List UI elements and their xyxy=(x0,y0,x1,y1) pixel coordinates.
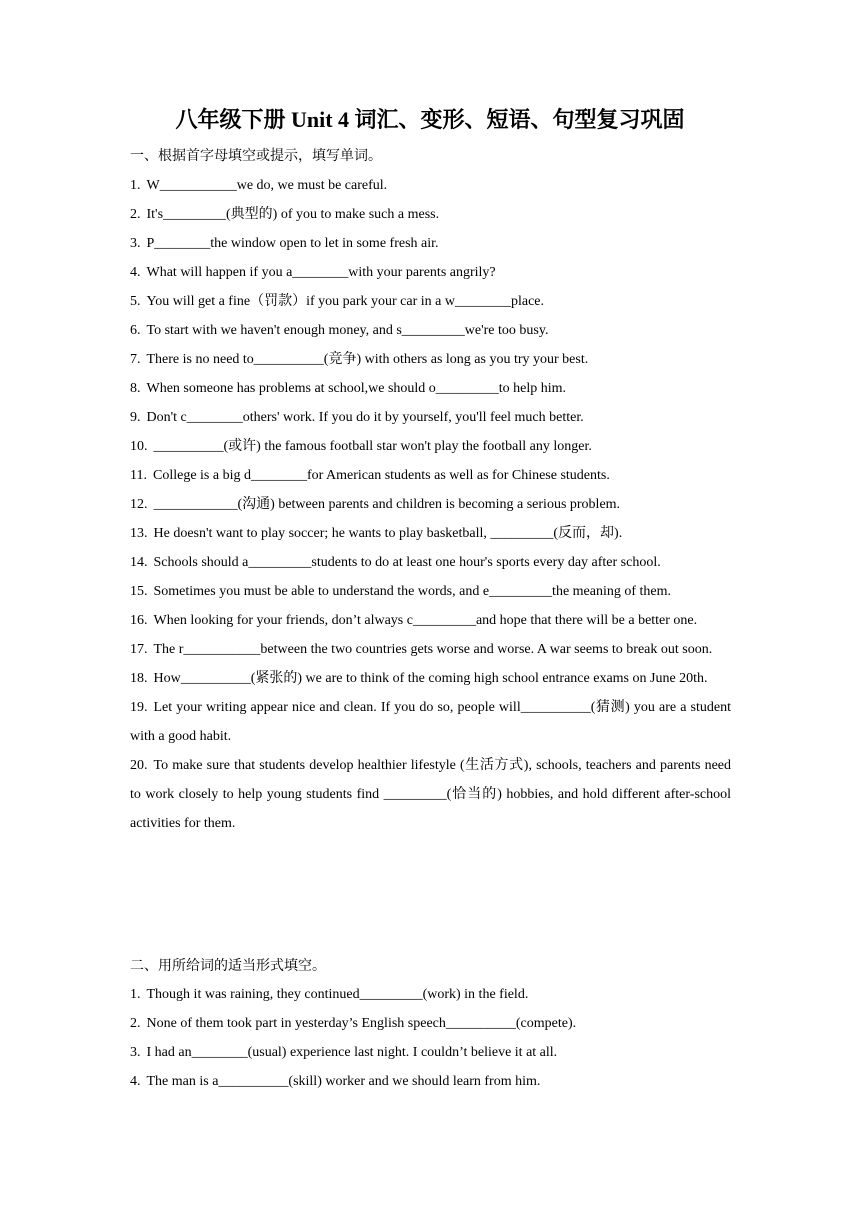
question-number: 19. xyxy=(130,700,148,715)
question-item xyxy=(130,171,731,200)
question-item xyxy=(130,751,731,838)
question-number: 15. xyxy=(130,584,148,599)
question-number: 6. xyxy=(130,323,141,338)
question-text: He doesn't want to play soccer; he wants to play basketball, _________(反而，却). xyxy=(153,526,623,541)
question-item xyxy=(130,519,731,548)
question-item xyxy=(130,374,731,403)
question-number: 7. xyxy=(130,352,141,367)
question-text: __________(或许) the famous football star won't play the football any longer. xyxy=(153,439,592,454)
question-item xyxy=(130,577,731,606)
question-item xyxy=(130,200,731,229)
question-number: 20. xyxy=(130,758,148,773)
question-text: I had an________(usual) experience last night. I couldn’t believe it at all. xyxy=(146,1045,558,1060)
question-item xyxy=(130,664,731,693)
question-item xyxy=(130,548,731,577)
question-number: 3. xyxy=(130,236,141,251)
section2-items xyxy=(130,980,731,1096)
question-number: 2. xyxy=(130,207,141,222)
question-text: ____________(沟通) between parents and children is becoming a serious problem. xyxy=(153,497,621,512)
question-number: 9. xyxy=(130,410,141,425)
question-number: 3. xyxy=(130,1045,141,1060)
question-number: 16. xyxy=(130,613,148,628)
question-number: 4. xyxy=(130,265,141,280)
question-number: 4. xyxy=(130,1074,141,1089)
question-item xyxy=(130,980,731,1009)
question-item xyxy=(130,316,731,345)
question-number: 13. xyxy=(130,526,148,541)
question-text: What will happen if you a________with your parents angrily? xyxy=(146,265,496,280)
question-text: To start with we haven't enough money, and s_________we're too busy. xyxy=(146,323,549,338)
question-text: The r___________between the two countries gets worse and worse. A war seems to break out soon. xyxy=(153,642,713,657)
question-number: 2. xyxy=(130,1016,141,1031)
question-number: 1. xyxy=(130,987,141,1002)
section1-heading: 一、根据首字母填空或提示，填写单词。 xyxy=(130,148,382,164)
question-text: Though it was raining, they continued_________(work) in the field. xyxy=(146,987,529,1002)
question-text: How__________(紧张的) we are to think of the coming high school entrance exams on June 20th. xyxy=(153,671,708,686)
question-text: The man is a__________(skill) worker and we should learn from him. xyxy=(146,1074,541,1089)
question-item xyxy=(130,403,731,432)
question-text: P________the window open to let in some fresh air. xyxy=(146,236,439,251)
question-number: 12. xyxy=(130,497,148,512)
question-number: 17. xyxy=(130,642,148,657)
question-number: 8. xyxy=(130,381,141,396)
question-text: College is a big d________for American students as well as for Chinese students. xyxy=(152,468,610,483)
question-item xyxy=(130,461,731,490)
question-text: Let your writing appear nice and clean. If you do so, people will__________(猜测) you are a student with a good habit. xyxy=(130,700,731,744)
question-text: There is no need to__________(竞争) with others as long as you try your best. xyxy=(146,352,589,367)
question-item xyxy=(130,345,731,374)
question-number: 1. xyxy=(130,178,141,193)
question-item xyxy=(130,229,731,258)
question-text: You will get a fine（罚款）if you park your car in a w________place. xyxy=(146,294,544,309)
question-item xyxy=(130,1038,731,1067)
question-item xyxy=(130,490,731,519)
question-number: 10. xyxy=(130,439,148,454)
question-number: 11. xyxy=(130,468,147,483)
question-item xyxy=(130,1009,731,1038)
section1-items xyxy=(130,171,731,838)
page-title: 八年级下册 Unit 4 词汇、变形、短语、句型复习巩固 xyxy=(175,107,685,132)
question-text: When looking for your friends, don’t always c_________and hope that there will be a better one. xyxy=(153,613,698,628)
question-item xyxy=(130,287,731,316)
question-item xyxy=(130,258,731,287)
question-item xyxy=(130,693,731,751)
question-number: 14. xyxy=(130,555,148,570)
question-item xyxy=(130,606,731,635)
question-text: Schools should a_________students to do at least one hour's sports every day after school. xyxy=(153,555,661,570)
question-item xyxy=(130,432,731,461)
question-number: 5. xyxy=(130,294,141,309)
question-text: Don't c________others' work. If you do it by yourself, you'll feel much better. xyxy=(146,410,584,425)
question-text: It's_________(典型的) of you to make such a mess. xyxy=(146,207,440,222)
question-text: Sometimes you must be able to understand the words, and e_________the meaning of them. xyxy=(153,584,672,599)
question-item xyxy=(130,635,731,664)
question-text: To make sure that students develop healthier lifestyle (生活方式), schools, teachers and parents need to work closely to help young students find _________(恰当的) hobbies, and hold different after-school activities for them. xyxy=(130,758,731,831)
section2-heading: 二、用所给词的适当形式填空。 xyxy=(130,958,326,974)
question-item xyxy=(130,1067,731,1096)
question-text: W___________we do, we must be careful. xyxy=(146,178,388,193)
question-text: When someone has problems at school,we should o_________to help him. xyxy=(146,381,567,396)
question-number: 18. xyxy=(130,671,148,686)
question-text: None of them took part in yesterday’s English speech__________(compete). xyxy=(146,1016,577,1031)
